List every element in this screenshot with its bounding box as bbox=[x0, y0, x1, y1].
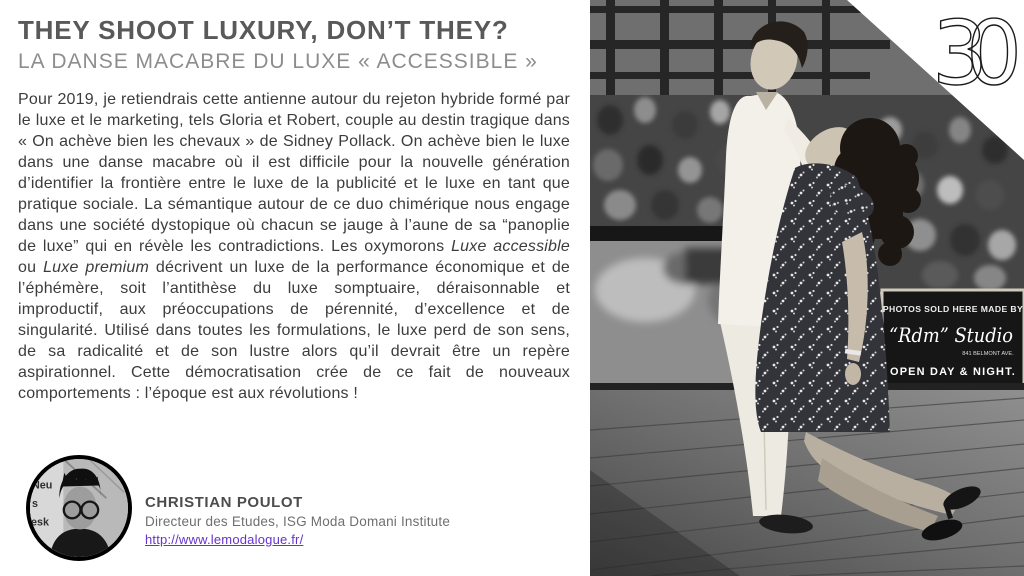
body-text-segment: décrivent un luxe de la performance économique et de l’éphémère, soit l’antithèse du luxe somptuaire, déraisonnable et improductif, aux préoccupations de pérennité, d’excellence et de singularité. Utilisé dans toutes les formulations, le luxe perd de son sens, de sa radicalité et de son lustre alors qu’il devrait être un repère aspirationnel. Cette démocratisation crée de ce fait de nouveaux comportements : l’époque est aux révolutions ! bbox=[18, 259, 571, 403]
body-paragraph bbox=[18, 89, 570, 404]
sign-line-3: 841 BELMONT AVE. bbox=[962, 351, 1014, 357]
author-link[interactable]: http://www.lemodalogue.fr/ bbox=[145, 531, 304, 547]
author-block bbox=[26, 455, 450, 561]
avatar bbox=[26, 455, 132, 561]
svg-text:esk: esk bbox=[30, 516, 49, 529]
text-column bbox=[18, 16, 570, 404]
dance-photo-illustration bbox=[590, 0, 1024, 576]
sign-line-1: PHOTOS SOLD HERE MADE BY bbox=[882, 304, 1024, 314]
sign-line-4: OPEN DAY & NIGHT. bbox=[890, 366, 1016, 378]
svg-text:Neu: Neu bbox=[31, 479, 53, 492]
body-text-segment: ou bbox=[18, 259, 44, 277]
avatar-portrait-illustration bbox=[30, 459, 128, 557]
author-name: CHRISTIAN POULOT bbox=[145, 493, 303, 511]
slide-title: THEY SHOOT LUXURY, DON’T THEY? bbox=[18, 15, 509, 45]
body-text-italic: Luxe accessible bbox=[451, 238, 570, 256]
page-number: 30 bbox=[932, 2, 1000, 105]
sign-line-2: “Rdm” Studio bbox=[889, 323, 1013, 347]
author-role: Directeur des Etudes, ISG Moda Domani Institute bbox=[145, 513, 451, 529]
body-text-italic: Luxe premium bbox=[43, 259, 150, 277]
author-meta bbox=[145, 468, 450, 549]
svg-text:s: s bbox=[31, 498, 38, 511]
body-text-segment: Pour 2019, je retiendrais cette antienne autour du rejeton hybride formé par le luxe et le marketing, tels Gloria et Robert, couple au destin tragique dans « On achève bien les chevaux » de Sidney Pollack. On achève bien le luxe dans une danse macabre où il est difficile pour la nouvelle génération d’identifier la frontière entre le luxe de la publicité et le luxe en tant que pratique sociale. La sémantique autour de ce duo chimérique nous engage dans une société dystopique où chacun se jauge à l’aune de sa “panoplie de luxe” qui en révèle les contradictions. Les oxymorons bbox=[18, 91, 570, 256]
woman-hand bbox=[845, 363, 861, 385]
dance-marathon-photo bbox=[590, 0, 1024, 576]
slide-subtitle: LA DANSE MACABRE DU LUXE « ACCESSIBLE » bbox=[18, 49, 538, 73]
